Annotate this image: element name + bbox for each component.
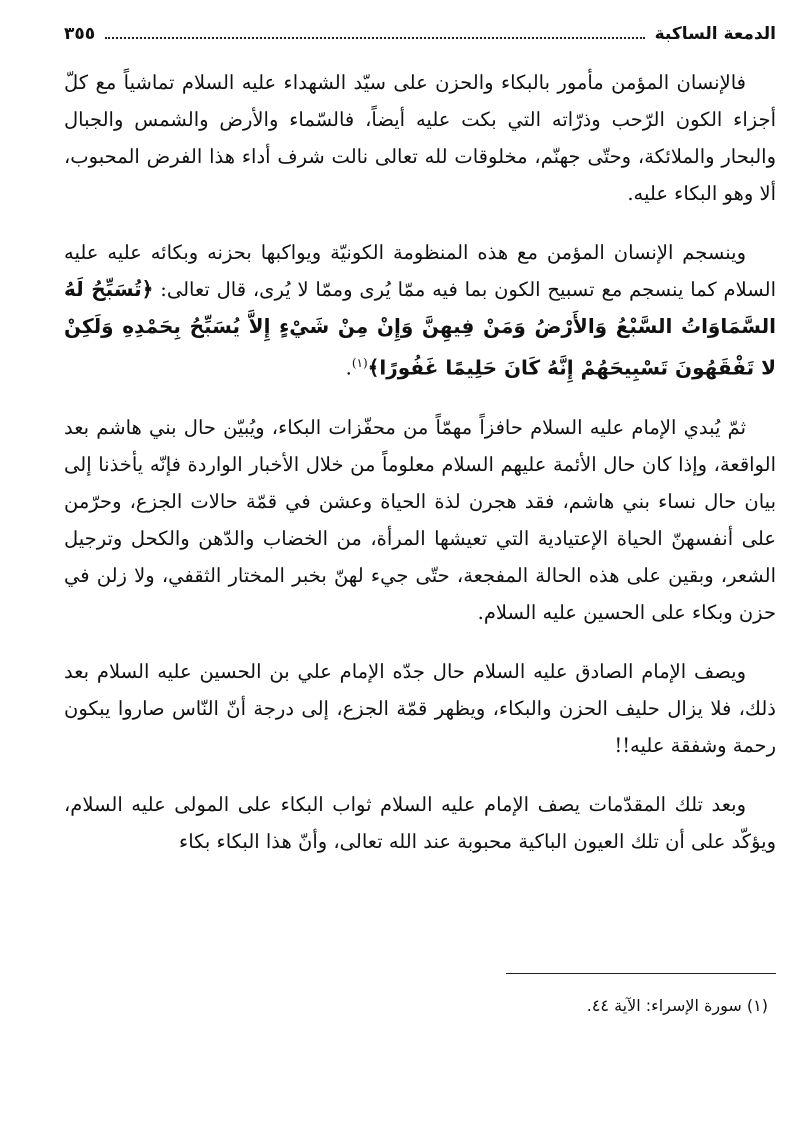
footnote-reference: (١) <box>351 356 368 370</box>
paragraph-3-text: ثمّ يُبدي الإمام عليه السلام حافزاً مهمّاً من محفّزات البكاء، ويُبيّن حال بني هاشم بعد الواقعة، وإذا كان حال الأئمة عليهم السلام معلوماً من خلال الأخبار الواردة فإنّه يأخذنا إلى بيان حال نساء بني هاشم، فقد هجرن لذة الحياة وعشن في قمّة حالات الجزع، وحرّمن على أنفسهنّ الحياة الإعتيادية التي تعيشها المرأة، من الخضاب والدّهن والكحل وترجيل الشعر، وبقين على هذه الحالة المفجعة، حتّى جيء لهنّ بخبر المختار الثقفي، ولا زلن في حزن وبكاء على الحسين عليه السلام. <box>64 415 776 624</box>
header-dotted-rule <box>105 37 644 39</box>
paragraph-3 <box>64 409 776 631</box>
paragraph-1 <box>64 64 776 212</box>
paragraph-4-text: ويصف الإمام الصادق عليه السلام حال جدّه الإمام علي بن الحسين عليه السلام بعد ذلك، فلا يزال حليف الحزن والبكاء، ويظهر قمّة الجزع، إلى درجة أنّ النّاس صاروا يبكون رحمة وشفقة عليه!! <box>64 659 776 757</box>
page-header <box>64 18 776 50</box>
paragraph-5 <box>64 786 776 860</box>
footnote-divider <box>506 973 776 974</box>
page-number: ٣٥٥ <box>64 24 96 44</box>
running-title: الدمعة الساكبة <box>654 24 776 44</box>
footnote: (١) سورة الإسراء: الآية ٤٤. <box>586 996 768 1015</box>
book-page <box>64 18 776 1118</box>
paragraph-2-text: وينسجم الإنسان المؤمن مع هذه المنظومة الكونيّة ويواكبها بحزنه وبكائه عليه عليه السلام كما ينسجم مع تسبيح الكون بما فيه ممّا يُرى وممّا لا يُرى، قال تعالى: <box>64 241 776 301</box>
paragraph-2: وينسجم الإنسان المؤمن مع هذه المنظومة الكونيّة ويواكبها بحزنه وبكائه عليه عليه السلام كما ينسجم مع تسبيح الكون بما فيه ممّا يُرى وممّا لا يُرى، قال تعالى: ﴿تُسَبِّحُ لَهُ السَّمَاوَاتُ السَّبْعُ وَالأَرْضُ وَمَنْ فِيهِنَّ وَإِنْ مِنْ شَيْءٍ إِلاَّ يُسَبِّحُ بِحَمْدِهِ وَلَكِنْ لا تَفْقَهُونَ تَسْبِيحَهُمْ إِنَّهُ كَانَ حَلِيمًا غَفُورًا﴾$^{(١)}$. <box>64 241 776 380</box>
paragraph-4 <box>64 653 776 764</box>
quran-verse: ﴿تُسَبِّحُ لَهُ السَّمَاوَاتُ السَّبْعُ وَالأَرْضُ وَمَنْ فِيهِنَّ وَإِنْ مِنْ شَيْءٍ إِلاَّ يُسَبِّحُ بِحَمْدِهِ وَلَكِنْ لا تَفْقَهُونَ تَسْبِيحَهُمْ إِنَّهُ كَانَ حَلِيمًا غَفُورًا﴾ <box>64 277 776 380</box>
paragraph-5-text: وبعد تلك المقدّمات يصف الإمام عليه السلام ثواب البكاء على المولى عليه السلام، ويؤكّد على أن تلك العيون الباكية محبوبة عند الله تعالى، وأنّ هذا البكاء بكاء <box>64 792 776 853</box>
paragraph-1-text: فالإنسان المؤمن مأمور بالبكاء والحزن على سيّد الشهداء عليه السلام تماشياً مع كلّ أجزاء الكون الرّحب وذرّاته التي بكت عليه أيضاً، فالسّماء والأرض والشمس والجبال والبحار والملائكة، وحتّى جهنّم، مخلوقات لله تعالى نالت شرف أداء هذا الفرض المحبوب، ألا وهو البكاء عليه. <box>64 71 776 205</box>
